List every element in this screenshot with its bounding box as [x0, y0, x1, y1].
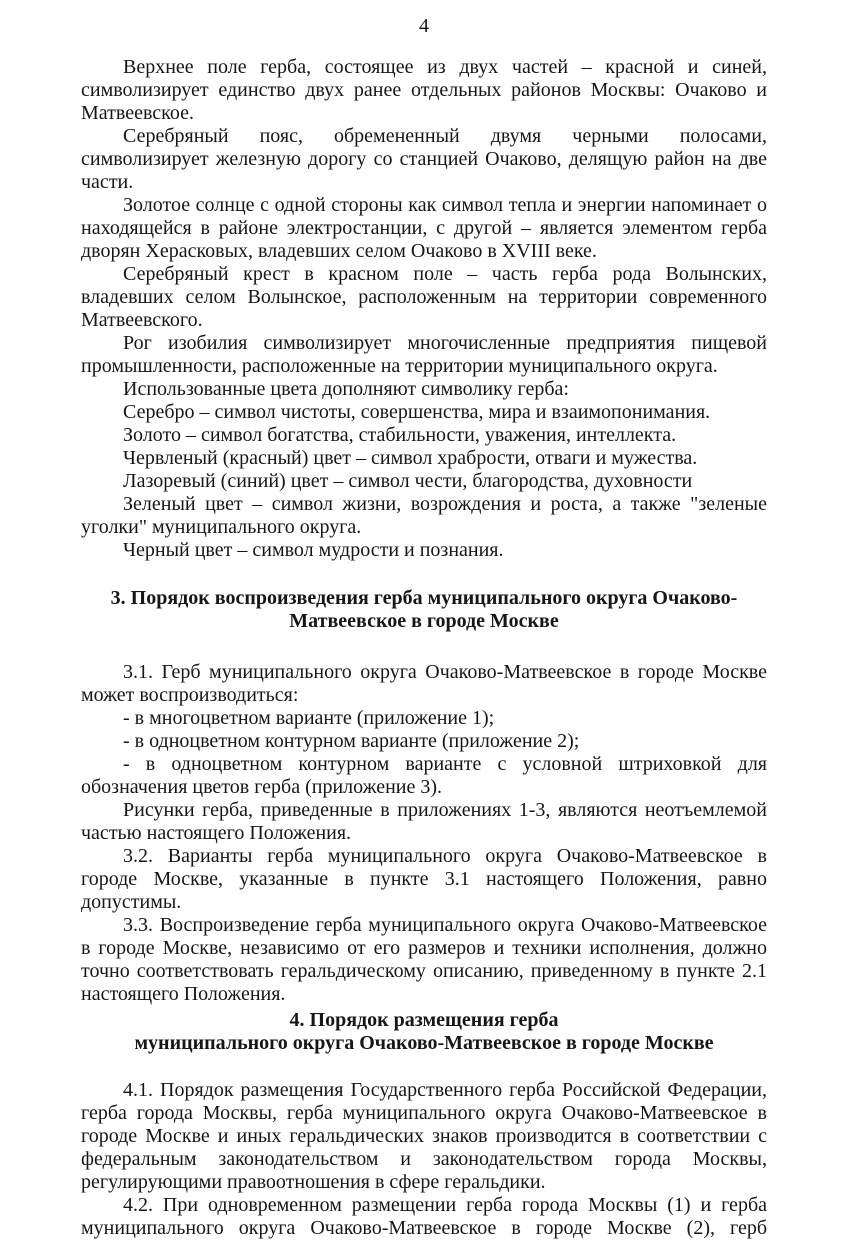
para-4-1: 4.1. Порядок размещения Государственного герба Российской Федерации, герба города Москвы, герба муниципального округа Очаково-Матвеевское в городе Москве и иных геральдических знаков производится в соответствии с федеральным законодательством и законодательством города Москвы, регулирующими правоотношения в сфере геральдики.	[81, 1079, 767, 1193]
para-green-meaning: Зеленый цвет – символ жизни, возрождения и роста, а также "зеленые уголки" муниципального округа.	[81, 493, 767, 538]
heading-section-4-line-1: 4. Порядок размещения герба	[289, 1009, 559, 1031]
heading-section-4-line-2: муниципального округа Очаково-Матвеевское в городе Москве	[134, 1032, 714, 1054]
heading-section-3	[81, 587, 767, 633]
para-drawings: Рисунки герба, приведенные в приложениях 1-3, являются неотъемлемой частью настоящего Положения.	[81, 799, 767, 844]
para-colors-intro: Использованные цвета дополняют символику герба:	[123, 378, 569, 400]
para-gold-meaning: Золото – символ богатства, стабильности, уважения, интеллекта.	[123, 424, 677, 446]
document-content	[81, 56, 767, 1240]
para-3-3: 3.3. Воспроизведение герба муниципального округа Очаково-Матвеевское в городе Москве, независимо от его размеров и техники исполнения, должно точно соответствовать геральдическому описанию, приведенному в пункте 2.1 настоящего Положения.	[81, 914, 767, 1005]
para-black-meaning: Черный цвет – символ мудрости и познания.	[123, 539, 504, 561]
para-silver-meaning: Серебро – символ чистоты, совершенства, мира и взаимопонимания.	[123, 401, 711, 423]
heading-section-4	[81, 1009, 767, 1055]
list-item-monochrome: - в одноцветном контурном варианте (приложение 2);	[123, 730, 580, 752]
para-silver-cross: Серебряный крест в красном поле – часть герба рода Волынских, владевших селом Волынское, расположенным на территории современного Матвеевского.	[81, 263, 767, 331]
para-blue-meaning: Лазоревый (синий) цвет – символ чести, благородства, духовности	[123, 470, 693, 492]
heading-section-3-line-2: Матвеевское в городе Москве	[289, 610, 559, 632]
para-3-2: 3.2. Варианты герба муниципального округа Очаково-Матвеевское в городе Москве, указанные в пункте 3.1 настоящего Положения, равно допустимы.	[81, 845, 767, 913]
heading-section-3-line-1: 3. Порядок воспроизведения герба муниципального округа Очаково-	[110, 587, 738, 609]
list-item-hatching: - в одноцветном контурном варианте с условной штриховкой для обозначения цветов герба (приложение 3).	[81, 753, 767, 798]
para-golden-sun: Золотое солнце с одной стороны как символ тепла и энергии напоминает о находящейся в районе электростанции, с другой – является элементом герба дворян Херасковых, владевших селом Очаково в XVIII веке.	[81, 194, 767, 262]
para-silver-belt: Серебряный пояс, обремененный двумя черными полосами, символизирует железную дорогу со станцией Очаково, делящую район на две части.	[81, 125, 767, 193]
para-red-meaning: Червленый (красный) цвет – символ храбрости, отваги и мужества.	[123, 447, 698, 469]
para-3-1: 3.1. Герб муниципального округа Очаково-Матвеевское в городе Москве может воспроизводиться:	[81, 661, 767, 706]
page-number: 4	[419, 15, 429, 37]
list-item-multicolor: - в многоцветном варианте (приложение 1);	[123, 707, 495, 729]
para-cornucopia: Рог изобилия символизирует многочисленные предприятия пищевой промышленности, расположенные на территории муниципального округа.	[81, 332, 767, 377]
para-4-2: 4.2. При одновременном размещении герба города Москвы (1) и герба муниципального округа Очаково-Матвеевское в городе Москве (2), герб	[81, 1194, 767, 1239]
para-upper-field: Верхнее поле герба, состоящее из двух частей – красной и синей, символизирует единство двух ранее отдельных районов Москвы: Очаково и Матвеевское.	[81, 56, 767, 124]
